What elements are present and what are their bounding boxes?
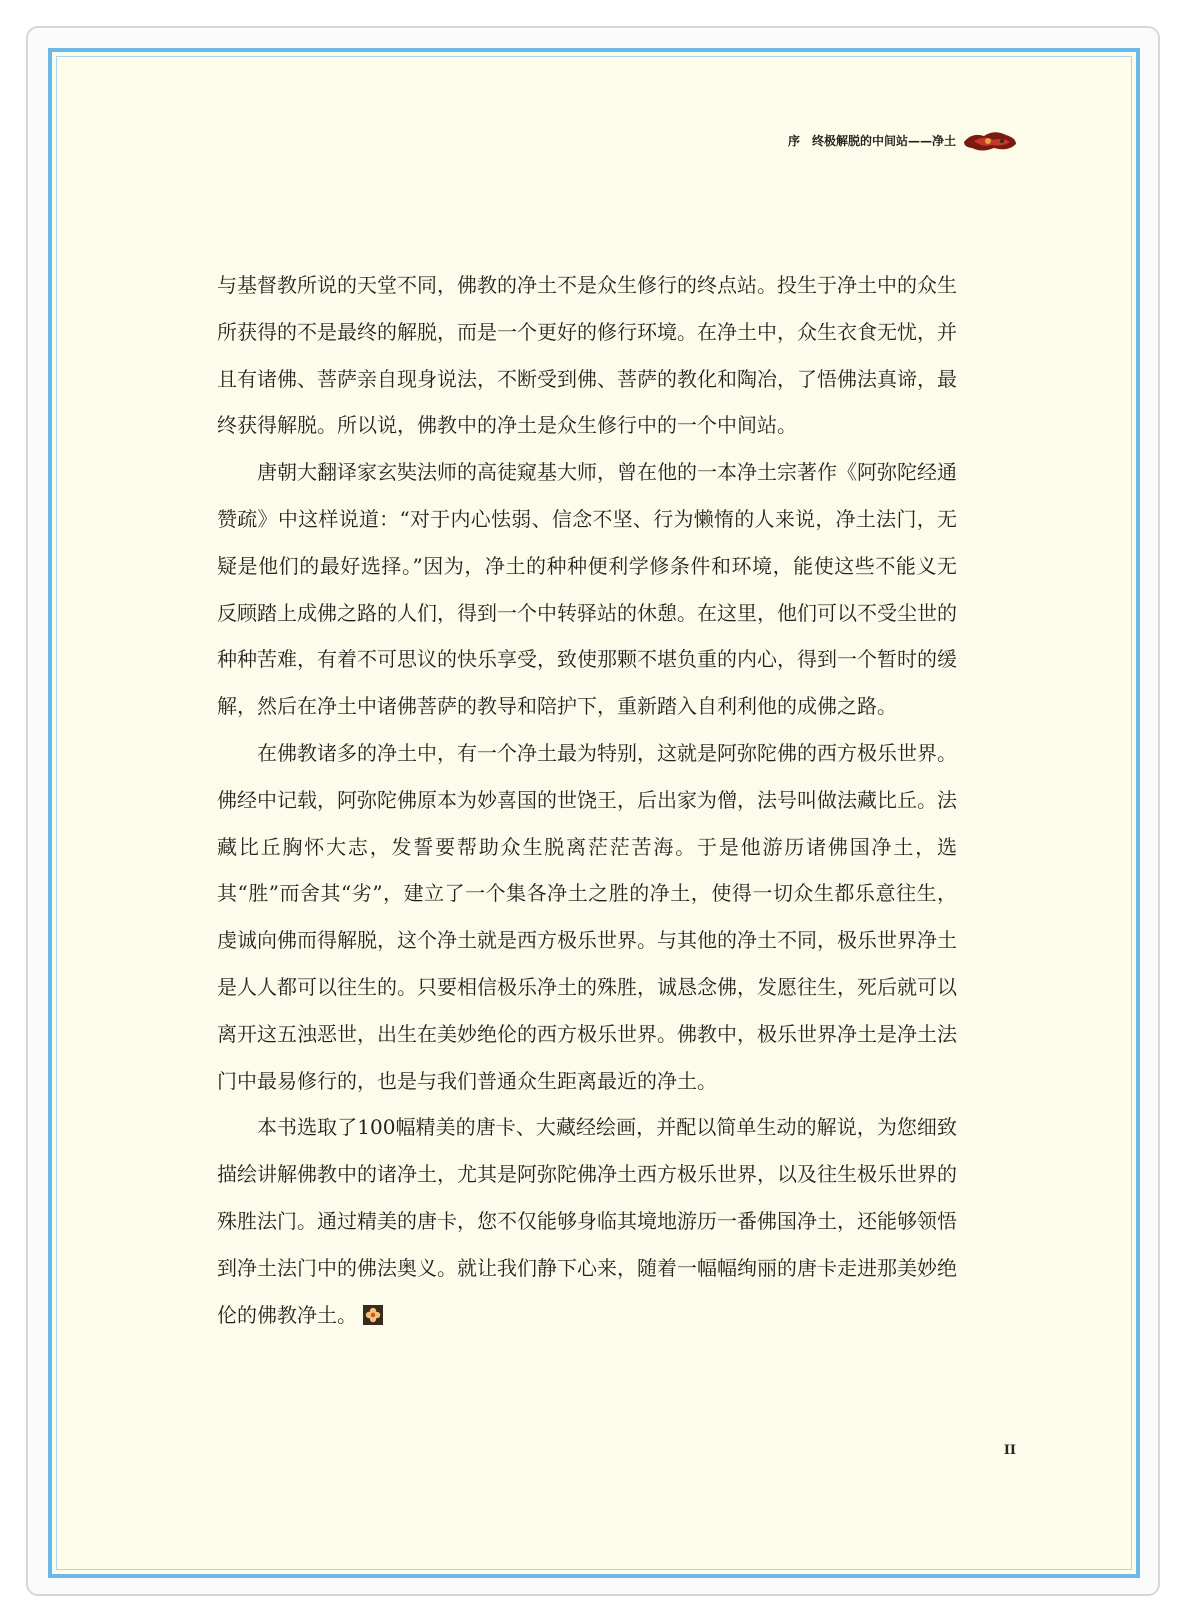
paragraph: 在佛教诸多的净土中，有一个净土最为特别，这就是阿弥陀佛的西方极乐世界。佛经中记载，阿弥陀佛原本为妙喜国的世饶王，后出家为僧，法号叫做法藏比丘。法藏比丘胸怀大志，发誓要帮助众生脱离茫茫苦海。于是他游历诸佛国净土，选其“胜”而舍其“劣”，建立了一个集各净土之胜的净土，使得一切众生都乐意往生，虔诚向佛而得解脱，这个净土就是西方极乐世界。与其他的净土不同，极乐世界净土是人人都可以往生的。只要相信极乐净土的殊胜，诚恳念佛，发愿往生，死后就可以离开这五浊恶世，出生在美妙绝伦的西方极乐世界。佛教中，极乐世界净土是净土法门中最易修行的，也是与我们普通众生距离最近的净土。 <box>217 740 957 1093</box>
paragraph: 与基督教所说的天堂不同，佛教的净土不是众生修行的终点站。投生于净土中的众生所获得的不是最终的解脱，而是一个更好的修行环境。在净土中，众生衣食无忧，并且有诸佛、菩萨亲自现身说法，不断受到佛、菩萨的教化和陶冶，了悟佛法真谛，最终获得解脱。所以说，佛教中的净土是众生修行中的一个中间站。 <box>217 273 957 438</box>
running-header-title: 序 终极解脱的中间站——净土 <box>787 133 956 148</box>
page-number: II <box>1003 1443 1016 1458</box>
paragraph <box>217 1104 957 1338</box>
body-text <box>217 262 957 1338</box>
book-page <box>48 48 1140 1578</box>
paragraph: 唐朝大翻译家玄奘法师的高徒窥基大师，曾在他的一本净土宗著作《阿弥陀经通赞疏》中这样说道：“对于内心怯弱、信念不坚、行为懒惰的人来说，净土法门，无疑是他们的最好选择。”因为，净土的种种便利学修条件和环境，能使这些不能义无反顾踏上成佛之路的人们，得到一个中转驿站的休憩。在这里，他们可以不受尘世的种种苦难，有着不可思议的快乐享受，致使那颗不堪负重的内心，得到一个暂时的缓解，然后在净土中诸佛菩萨的教导和陪护下，重新踏入自利利他的成佛之路。 <box>217 460 957 719</box>
paragraph-text: 本书选取了100幅精美的唐卡、大藏经绘画，并配以简单生动的解说，为您细致描绘讲解佛教中的诸净土，尤其是阿弥陀佛净土西方极乐世界，以及往生极乐世界的殊胜法门。通过精美的唐卡，您不仅能够身临其境地游历一番佛国净土，还能够领悟到净土法门中的佛法奥义。就让我们静下心来，随着一幅幅绚丽的唐卡走进那美妙绝伦的佛教净土。 <box>217 1115 957 1327</box>
running-header <box>788 126 1018 154</box>
lotus-flower-icon <box>363 1305 383 1325</box>
tibetan-painting-thumbnail-icon <box>962 126 1018 154</box>
